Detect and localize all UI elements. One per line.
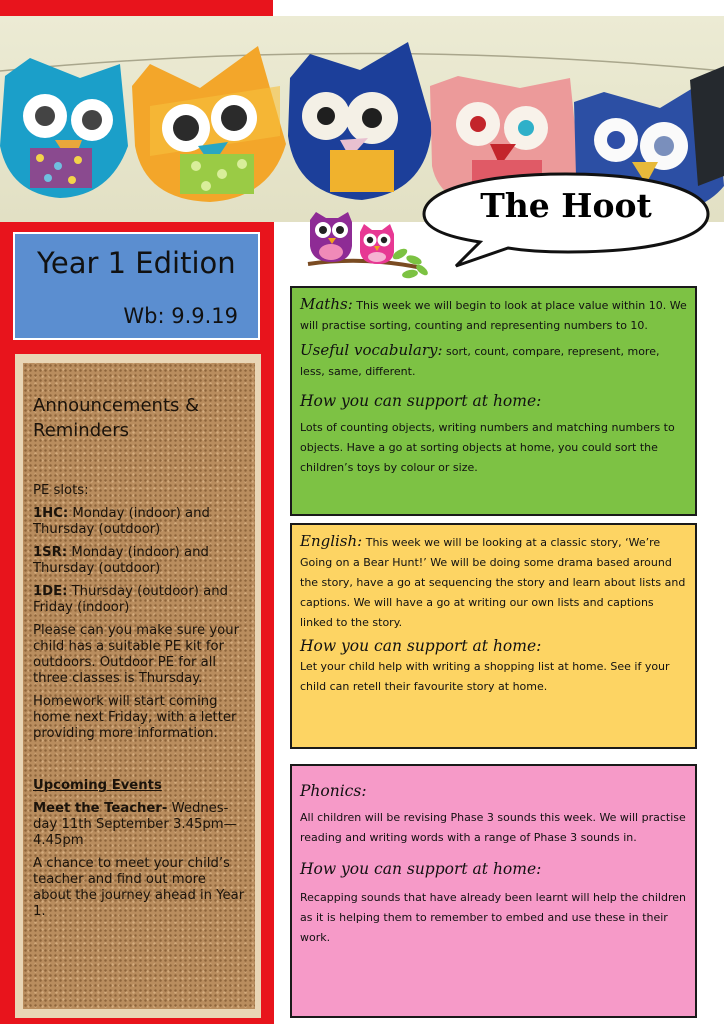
- pe-slot-text: Thursday (outdoor) and Friday (indoor): [33, 584, 228, 615]
- english-body: This week we will be looking at a classic story, ‘We’re Going on a Bear Hunt!’ We will be doing some drama based around the story, have a go at sequencing the story and learn about lists and captions. We will have a go at writing our own lists and captions linked to the story.: [300, 536, 686, 629]
- owl-3: [288, 42, 432, 200]
- maths-intro: [300, 294, 687, 336]
- homework-note: Homework will start coming home next Friday, with a letter providing more information.: [33, 694, 237, 741]
- top-red-bar: [0, 0, 273, 16]
- pe-slot-1hc: [33, 506, 245, 538]
- english-heading: English:: [300, 532, 363, 550]
- vocab-list: sort, count, compare, represent, more, less, same, different.: [300, 345, 660, 378]
- class-code: 1DE:: [33, 584, 68, 599]
- pe-kit-note: Please can you make sure your child has a suitable PE kit for outdoors. Outdoor PE for all three classes is Thursday.: [33, 623, 240, 686]
- maths-body: This week we will begin to look at place value within 10. We will practise sorting, counting and representing numbers to 10.: [300, 299, 687, 332]
- phonics-support-heading: How you can support at home:: [300, 860, 542, 878]
- maths-heading: Maths:: [300, 295, 353, 313]
- maths-support-heading: How you can support at home:: [300, 392, 542, 410]
- edition-date: Wb: 9.9.19: [123, 304, 238, 328]
- maths-support-text: Lots of counting objects, writing numbers and matching numbers to objects. Have a go at sorting objects at home, you could sort the children’s toys by colour or size.: [300, 421, 675, 474]
- owl-1: [0, 58, 128, 198]
- phonics-box: [290, 764, 697, 1018]
- speech-bubble: [418, 168, 714, 268]
- class-code: 1HC:: [33, 506, 69, 521]
- announcements-panel: [33, 393, 245, 927]
- newsletter-title: The Hoot: [480, 186, 652, 225]
- event-meet-the-teacher: [33, 801, 245, 849]
- phonics-heading: Phonics:: [300, 782, 367, 800]
- pe-slot-1de: [33, 584, 245, 616]
- owl-2: [132, 46, 286, 202]
- english-box: [290, 523, 697, 749]
- owls-on-branch-clipart: [304, 206, 432, 284]
- edition-title: Year 1 Edition: [37, 246, 236, 280]
- english-support-heading: How you can support at home:: [300, 637, 542, 655]
- upcoming-events-heading: Upcoming Events: [33, 778, 162, 793]
- english-support-text: Let your child help with writing a shopping list at home. See if your child can retell their favourite story at home.: [300, 660, 670, 693]
- phonics-body: All children will be revising Phase 3 sounds this week. We will practise reading and writing words with a range of Phase 3 sounds in.: [300, 811, 686, 844]
- pe-slot-1sr: [33, 545, 245, 577]
- vocab-heading: Useful vocabulary:: [300, 341, 443, 359]
- event-when: Wednes-day 11th September 3.45pm—4.45pm: [33, 801, 237, 848]
- pe-slot-text: Monday (indoor) and Thursday (outdoor): [33, 506, 210, 537]
- pink-owl-clipart: [360, 224, 394, 264]
- edition-panel: [13, 232, 260, 340]
- phonics-support-text: Recapping sounds that have already been learnt will help the children as it is helping them to remember to embed and use these in their work.: [300, 891, 686, 944]
- announcements-title: Announcements & Reminders: [33, 395, 200, 441]
- purple-owl-clipart: [310, 212, 352, 262]
- pe-slot-text: Monday (indoor) and Thursday (outdoor): [33, 545, 209, 576]
- class-code: 1SR:: [33, 545, 68, 560]
- maths-vocab: [300, 340, 687, 382]
- pe-heading: PE slots:: [33, 483, 89, 498]
- event-description: A chance to meet your child’s teacher and find out more about the journey ahead in Year 1.: [33, 856, 245, 919]
- event-name: Meet the Teacher-: [33, 801, 168, 816]
- english-intro: [300, 531, 687, 633]
- maths-box: [290, 286, 697, 516]
